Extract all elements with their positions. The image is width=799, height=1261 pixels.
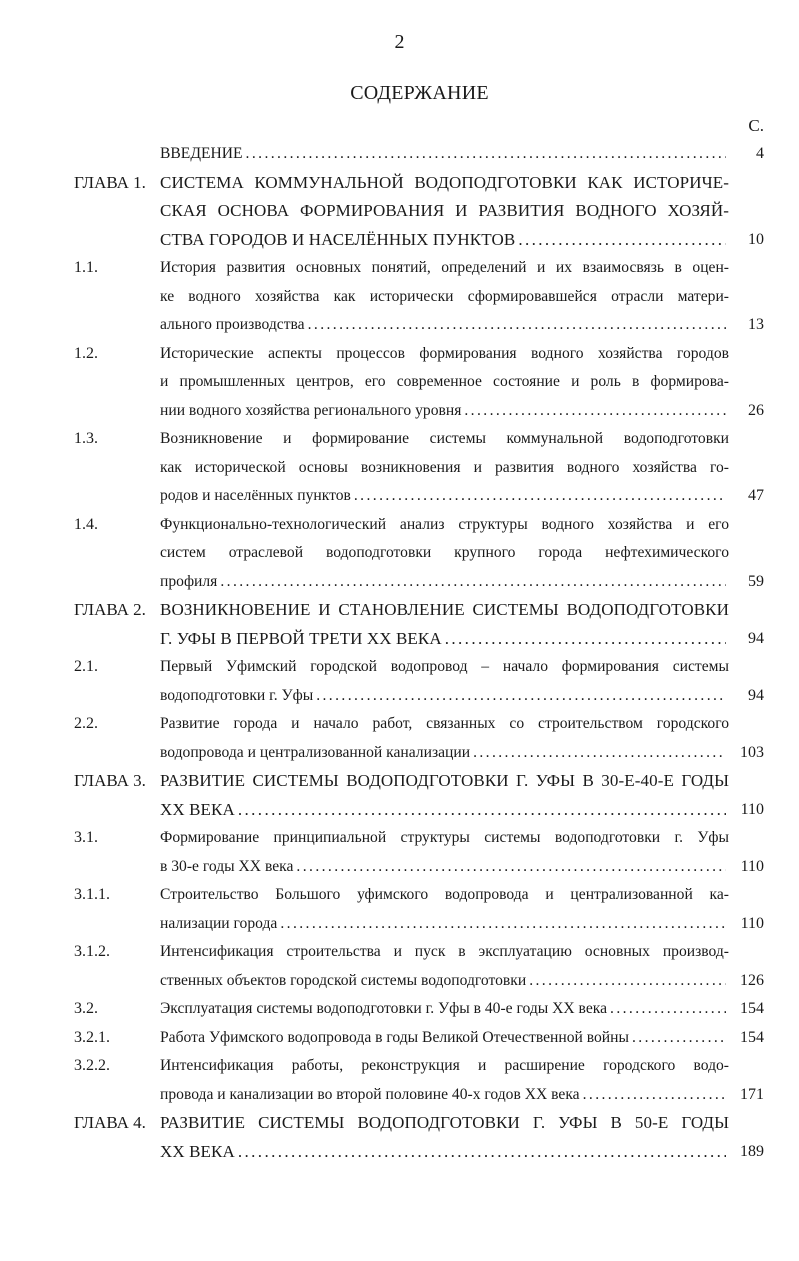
toc-entry-line: нии водного хозяйства регионального уровня (160, 401, 462, 419)
toc-entry-text (160, 254, 729, 340)
toc-entry-line: Интенсификация работы, реконструкция и расширение городского водо- (160, 1057, 729, 1074)
toc-entry-text (160, 596, 729, 653)
toc-entry-last-line (160, 226, 729, 255)
dot-leader (583, 1081, 726, 1110)
toc-entry-page: 154 (740, 1000, 764, 1017)
toc-entry-line: РАЗВИТИЕ СИСТЕМЫ ВОДОПОДГОТОВКИ Г. УФЫ В 50-Е ГОДЫ (160, 1113, 729, 1132)
toc-entry-line: водопровода и централизованной канализации (160, 743, 471, 761)
toc-entry-page: 103 (740, 743, 764, 761)
toc-entry (0, 425, 799, 511)
toc-entry-line: СТВА ГОРОДОВ И НАСЕЛЁННЫХ ПУНКТОВ (160, 229, 516, 249)
toc-entry-last-line (160, 397, 729, 426)
toc-entry-line: Исторические аспекты процессов формирования водного хозяйства городов (160, 344, 729, 362)
toc-entry-page: 94 (748, 686, 764, 704)
toc-entry (0, 511, 799, 597)
toc-entry (0, 140, 799, 169)
toc-entry-line: Формирование принципиальной структуры системы водоподготовки г. Уфы (160, 829, 729, 846)
toc-entry-line: РАЗВИТИЕ СИСТЕМЫ ВОДОПОДГОТОВКИ Г. УФЫ В 30-Е-40-Е ГОДЫ (160, 771, 729, 790)
toc-entry-line: XX ВЕКА (160, 1141, 235, 1161)
toc-entry-page: 126 (740, 971, 764, 989)
toc-entry-number: ГЛАВА 2. (74, 600, 146, 619)
dot-leader (316, 682, 726, 711)
toc-entry (0, 1109, 799, 1166)
toc-entry-page: 26 (748, 401, 764, 419)
toc-entry-line: нализации города (160, 914, 278, 932)
toc-entry-text (160, 824, 729, 881)
toc-entry-text (160, 995, 729, 1024)
toc-entry (0, 169, 799, 255)
toc-entry-line: ального производства (160, 316, 305, 333)
toc-entry-number: 3.2.2. (74, 1057, 110, 1074)
toc-entry-page: 59 (748, 572, 764, 590)
toc-entry-page: 110 (740, 914, 764, 932)
toc-entry-page: 171 (740, 1085, 764, 1103)
toc-entry-last-line (160, 1138, 729, 1167)
toc-entry-page: 189 (740, 1142, 764, 1160)
toc-entry-line: ственных объектов городской системы водоподготовки (160, 971, 527, 989)
toc-entry-page: 47 (748, 487, 764, 504)
toc-entry (0, 710, 799, 767)
toc-entry-text (160, 1109, 729, 1166)
toc-entry (0, 254, 799, 340)
toc-entry-page: 94 (748, 629, 764, 647)
toc-entry-last-line (160, 140, 729, 169)
dot-leader (445, 625, 726, 654)
toc-entry-last-line (160, 967, 729, 996)
toc-entry-page: 4 (756, 145, 764, 162)
page-number: 2 (394, 31, 405, 53)
toc-entry-last-line (160, 796, 729, 825)
dot-leader (246, 140, 726, 169)
dot-leader (610, 995, 726, 1024)
toc-entry-line: История развития основных понятий, определений и их взаимосвязь в оцен- (160, 259, 729, 276)
dot-leader (354, 482, 726, 511)
toc-entry-last-line (160, 568, 729, 597)
toc-entry-last-line (160, 995, 729, 1024)
toc-entry-text (160, 653, 729, 710)
toc-entry-text (160, 425, 729, 511)
toc-entry-line: в 30-е годы XX века (160, 857, 294, 875)
toc-entry (0, 938, 799, 995)
toc-entry-number: 2.2. (74, 715, 98, 732)
toc-entry-line: Возникновение и формирование системы коммунальной водоподготовки (160, 430, 729, 447)
toc-entry-last-line (160, 1024, 729, 1053)
toc-entry-page: 154 (740, 1028, 764, 1046)
toc-entry (0, 824, 799, 881)
toc-entry-text (160, 511, 729, 597)
toc-entry-line: родов и населённых пунктов (160, 487, 351, 504)
toc-entry-number: 3.1. (74, 829, 98, 846)
toc-entry-text (160, 1024, 729, 1053)
toc-entry-line: Интенсификация строительства и пуск в эксплуатацию основных производ- (160, 943, 729, 960)
toc-entry-page: 110 (740, 800, 764, 818)
toc-entry (0, 881, 799, 938)
toc-entry-text (160, 169, 729, 255)
toc-entry-number: 1.2. (74, 344, 98, 362)
toc-entry-line: профиля (160, 572, 218, 590)
toc-entry-last-line (160, 625, 729, 654)
toc-entry (0, 1052, 799, 1109)
toc-entry-line: Строительство Большого уфимского водопровода и централизованной ка- (160, 886, 729, 903)
toc-entry (0, 340, 799, 426)
toc-entry-text (160, 1052, 729, 1109)
toc-entry-number: ГЛАВА 4. (74, 1113, 146, 1132)
toc-entry-number: ГЛАВА 3. (74, 771, 146, 790)
toc-entry-line: систем отраслевой водоподготовки крупного города нефтехимического (160, 544, 729, 561)
toc-entry-line: ке водного хозяйства как исторически сформировавшейся отрасли матери- (160, 287, 729, 305)
toc-entry-line: провода и канализации во второй половине 40-х годов XX века (160, 1085, 580, 1103)
toc-entry-number: 3.1.1. (74, 886, 110, 903)
toc-entry-line: Работа Уфимского водопровода в годы Великой Отечественной войны (160, 1028, 629, 1046)
toc-entry-text (160, 340, 729, 426)
toc-entry-line: СКАЯ ОСНОВА ФОРМИРОВАНИЯ И РАЗВИТИЯ ВОДНОГО ХОЗЯЙ- (160, 201, 729, 220)
toc-entry-line: Функционально-технологический анализ структуры водного хозяйства и его (160, 515, 729, 533)
toc-entry-text (160, 938, 729, 995)
toc-entry-line: XX ВЕКА (160, 799, 235, 819)
toc-entry-number: 1.1. (74, 259, 98, 276)
toc-entry (0, 1024, 799, 1053)
toc-entry-text (160, 881, 729, 938)
toc-entry-line: Г. УФЫ В ПЕРВОЙ ТРЕТИ XX ВЕКА (160, 628, 442, 648)
toc-entry-line: Эксплуатация системы водоподготовки г. Уфы в 40-е годы XX века (160, 1000, 608, 1017)
toc-entry-last-line (160, 482, 729, 511)
toc-entry-number: 3.2. (74, 1000, 98, 1017)
toc-entry-line: ВОЗНИКНОВЕНИЕ И СТАНОВЛЕНИЕ СИСТЕМЫ ВОДОПОДГОТОВКИ (160, 600, 729, 619)
toc-entry-last-line (160, 1081, 729, 1110)
dot-leader (238, 1138, 726, 1167)
dot-leader (308, 311, 726, 340)
toc-entry-last-line (160, 739, 729, 768)
dot-leader (518, 226, 726, 255)
toc-entry-last-line (160, 682, 729, 711)
toc-entry-number: 3.1.2. (74, 943, 110, 960)
toc-entry-line: как исторической основы возникновения и развития водного хозяйства го- (160, 458, 729, 476)
toc-entry-number: 1.3. (74, 430, 98, 447)
toc-entry-line: водоподготовки г. Уфы (160, 686, 314, 704)
toc-entry-page: 110 (740, 857, 764, 875)
toc-entry-last-line (160, 853, 729, 882)
toc-entry (0, 995, 799, 1024)
toc-title: СОДЕРЖАНИЕ (350, 82, 489, 104)
page-column-label: С. (748, 116, 764, 135)
dot-leader (632, 1024, 726, 1053)
dot-leader (280, 910, 726, 939)
toc-entry-last-line (160, 311, 729, 340)
toc-entry-text (160, 710, 729, 767)
dot-leader (296, 853, 726, 882)
toc-entry-line: ВВЕДЕНИЕ (160, 145, 243, 162)
dot-leader (238, 796, 726, 825)
toc-entry-text (160, 140, 729, 169)
toc-entry-number: 2.1. (74, 658, 98, 675)
toc-entry-line: СИСТЕМА КОММУНАЛЬНОЙ ВОДОПОДГОТОВКИ КАК ИСТОРИЧЕ- (160, 172, 729, 192)
toc-entry-line: и промышленных центров, его современное состояние и роль в формирова- (160, 373, 729, 390)
toc-entry-last-line (160, 910, 729, 939)
toc-entry (0, 767, 799, 824)
dot-leader (473, 739, 726, 768)
toc-entry-text (160, 767, 729, 824)
toc-entry-number: 1.4. (74, 515, 98, 533)
dot-leader (464, 397, 726, 426)
dot-leader (220, 568, 726, 597)
toc-entry (0, 596, 799, 653)
toc-entry (0, 653, 799, 710)
toc-entry-page: 10 (748, 230, 764, 248)
toc-entry-page: 13 (748, 316, 764, 333)
table-of-contents (0, 140, 799, 1166)
toc-entry-line: Развитие города и начало работ, связанных со строительством городского (160, 715, 729, 732)
toc-entry-number: 3.2.1. (74, 1028, 110, 1046)
toc-entry-number: ГЛАВА 1. (74, 172, 146, 192)
dot-leader (529, 967, 726, 996)
toc-entry-line: Первый Уфимский городской водопровод – начало формирования системы (160, 658, 729, 675)
